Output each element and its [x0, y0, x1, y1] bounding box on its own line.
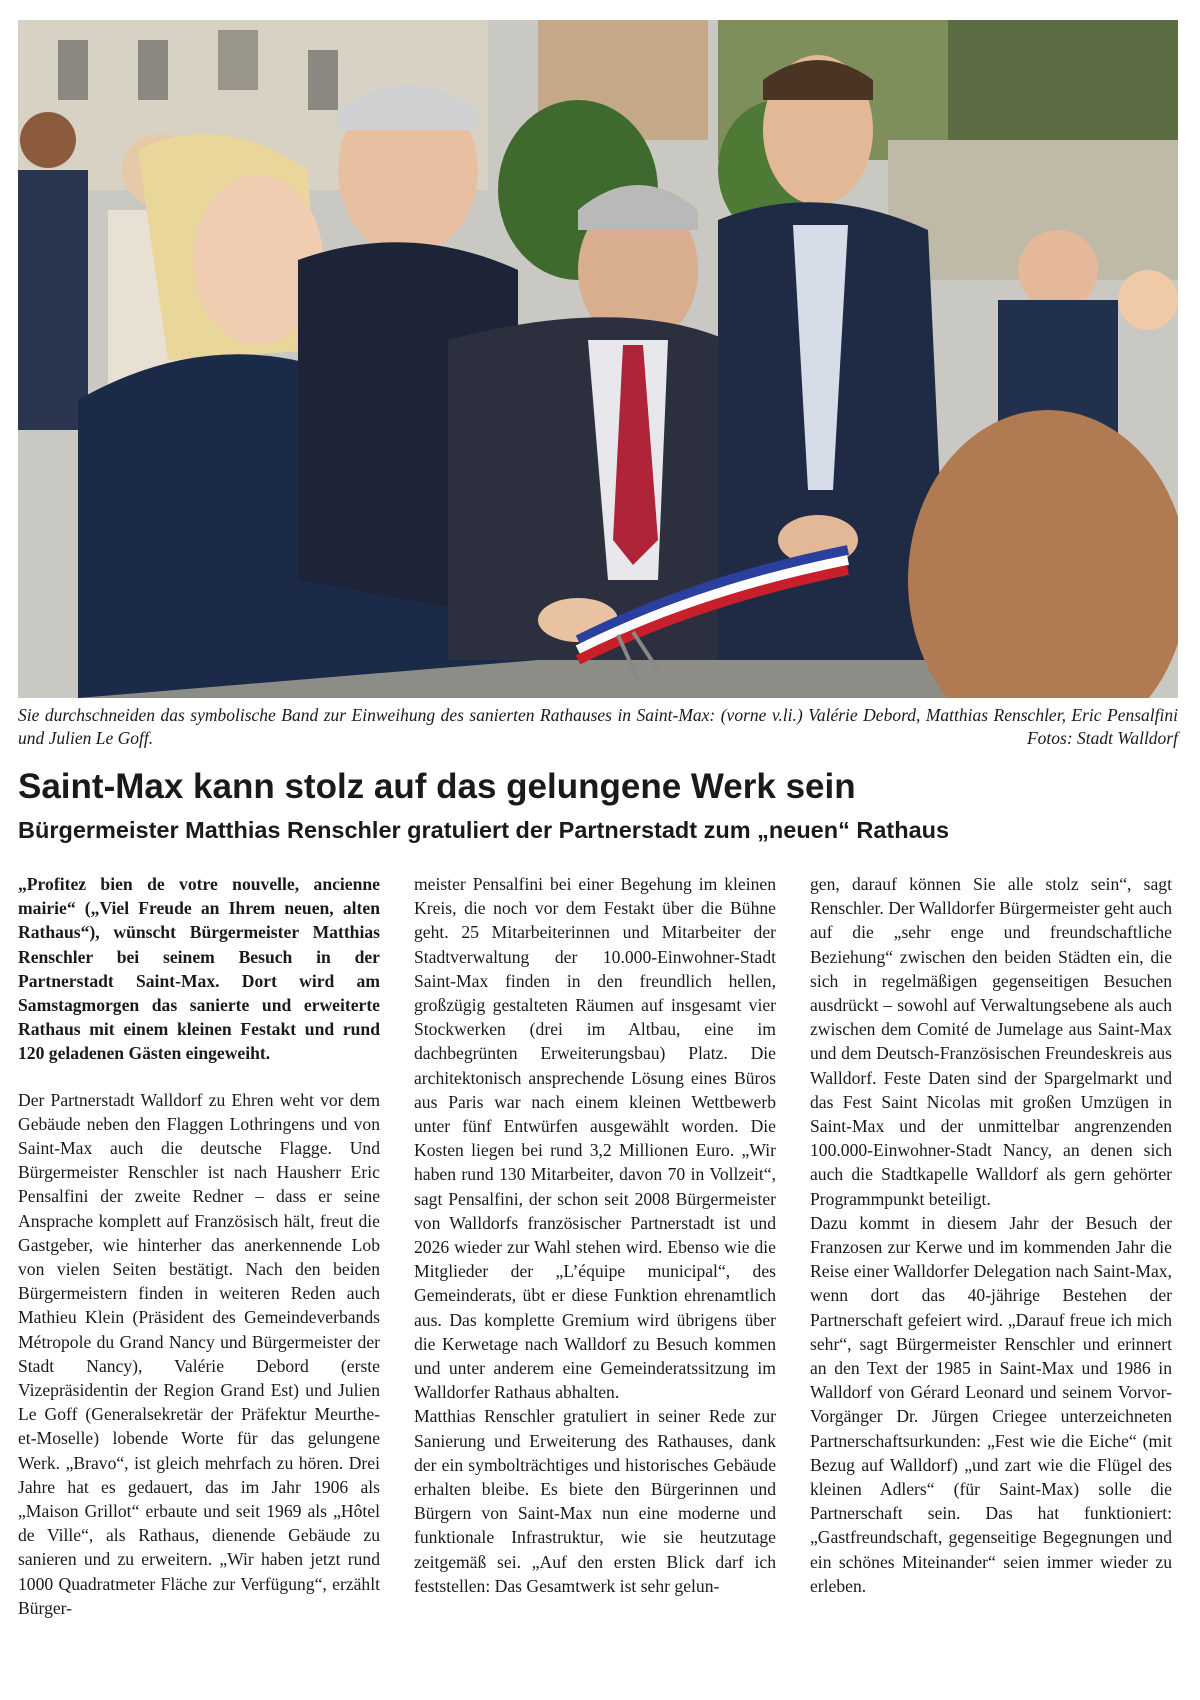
ribbon-cutting-illustration — [18, 20, 1178, 698]
subheadline: Bürgermeister Matthias Renschler gratuliert der Partnerstadt zum „neuen“ Rathaus — [18, 817, 950, 843]
body-paragraph: Matthias Renschler gratuliert in seiner Rede zur Sanierung und Erweiterung des Rathauses, dank der ein symbolträchtiges und historisches Gebäude erhalten bleibe. Es biete den Bürgerinnen und Bürgern von Saint-Max nun eine moderne und funktionale Infrastruktur, wie sie heutzutage zeitgemäß sei. „Auf den ersten Blick darf ich feststellen: Das Gesamtwerk ist sehr gelun- — [414, 1406, 776, 1596]
body-paragraph: Der Partnerstadt Walldorf zu Ehren weht vor dem Gebäude neben den Flaggen Lothringens und von Saint-Max auch die deutsche Flagge. Und Bürgermeister Renschler ist nach Hausherr Eric Pensalfini der zweite Redner – dass er seine Ansprache komplett auf Französisch hält, freut die Gastgeber, wie hinterher das anerkennende Lob von vielen Seiten bestätigt. Nach den beiden Bürgermeistern finden in weiteren Reden auch Mathieu Klein (Präsident des Gemeindeverbands Métropole du Grand Nancy und Bürgermeister der Stadt Nancy), Valérie Debord (erste Vizepräsidentin der Region Grand Est) und Julien Le Goff (Generalsekretär der Präfektur Meurthe-et-Moselle) lobende Worte für das gelungene Werk. „Bravo“, ist gleich mehrfach zu hören. Drei Jahre hat es gedauert, das im Jahr 1906 als „Maison Grillot“ erbaute und seit 1969 als „Hôtel de Ville“, als Rathaus, dienende Gebäude zu sanieren und zu erweitern. „Wir haben jetzt rund 1000 Quadratmeter Fläche zur Verfügung“, erzählt Bürger- — [18, 1089, 380, 1618]
article-column-2 — [414, 872, 776, 1598]
body-paragraph: meister Pensalfini bei einer Begehung im kleinen Kreis, die noch vor dem Festakt über die Bühne geht. 25 Mitarbeiterinnen und Mitarbeiter der Stadtverwaltung der 10.000-Einwohner-Stadt Saint-Max finden in den freundlich hellen, großzügig gestalteten Räumen auf insgesamt vier Stockwerken (drei im Altbau, eine im dachbegrünten Erweiterungsbau) Platz. Die architektonisch ansprechende Lösung eines Büros aus Paris war nach einem kleinen Wettbewerb unter fünf Entwürfen ausgewählt worden. Die Kosten liegen bei rund 3,2 Millionen Euro. „Wir haben rund 130 Mitarbeiter, davon 70 in Vollzeit“, sagt Pensalfini, der schon seit 2008 Bürgermeister von Walldorfs französischer Partnerstadt ist und 2026 wieder zur Wahl stehen wird. Ebenso wie die Mitglieder der „L’équipe municipal“, des Gemeinderats, übt er diese Funktion ehrenamtlich aus. Das komplette Gremium wird übrigens über die Kerwetage nach Walldorf zu Besuch kommen und unter anderem eine Gemeinderatssitzung im Walldorfer Rathaus abhalten. — [414, 874, 776, 1403]
body-paragraph: Dazu kommt in diesem Jahr der Besuch der Franzosen zur Kerwe und im kommenden Jahr die Reise einer Walldorfer Delegation nach Saint-Max, wenn dort das 40-jährige Bestehen der Partnerschaft gefeiert wird. „Darauf freue ich mich sehr“, sagt Bürgermeister Renschler und erinnert an den Text der 1985 in Saint-Max und 1986 in Walldorf von Gérard Leonard und seinem Vorvor-Vorgänger Dr. Jürgen Criegee unterzeichneten Partnerschaftsurkunden: „Fest wie die Eiche“ (mit Bezug auf Walldorf) „und zart wie die Flügel des kleinen Adlers“ (für Saint-Max) solle die Partnerschaft sein. Das hat funktioniert: „Gastfreundschaft, gegenseitige Begegnungen und ein schönes Miteinander“ seien immer wieder zu erleben. — [810, 1212, 1172, 1596]
body-paragraph: gen, darauf können Sie alle stolz sein“, sagt Renschler. Der Walldorfer Bürgermeister geht auch auf die „sehr enge und freundschaftliche Beziehung“ zwischen den beiden Städten ein, die sich in regelmäßigen gegenseitigen Besuchen ausdrückt – sowohl auf Verwaltungsebene als auch zwischen dem Comité de Jumelage aus Saint-Max und dem Deutsch-Französischen Freundeskreis aus Walldorf. Feste Daten sind der Spargelmarkt und das Fest Saint Nicolas mit großen Umzügen in Saint-Max und der unmittelbar angrenzenden 100.000-Einwohner-Stadt Nancy, an denen sich auch die Stadtkapelle Walldorf als gern gehörter Programmpunkt beteiligt. — [810, 874, 1172, 1209]
article-column-3 — [810, 872, 1172, 1598]
article-column-1 — [18, 872, 380, 1620]
headline: Saint-Max kann stolz auf das gelungene Werk sein — [18, 767, 856, 806]
lead-paragraph: „Profitez bien de votre nouvelle, ancienne mairie“ („Viel Freude an Ihrem neuen, alten Rathaus“), wünscht Bürgermeister Matthias Renschler bei seinem Besuch in der Partnerstadt Saint-Max. Dort wird am Samstagmorgen das sanierte und erweiterte Rathaus mit einem kleinen Festakt und rund 120 geladenen Gästen eingeweiht. — [18, 874, 380, 1064]
photo-credit: Fotos: Stadt Walldorf — [1026, 728, 1178, 748]
caption-text: Sie durchschneiden das symbolische Band zur Einweihung des sanierten Rathauses in Saint-Max: (vorne v.li.) Valérie Debord, Matthias Renschler, Eric Pensalfini und Julien Le Goff. — [18, 705, 1178, 748]
article-photo — [18, 20, 1178, 698]
photo-caption — [18, 704, 1178, 750]
